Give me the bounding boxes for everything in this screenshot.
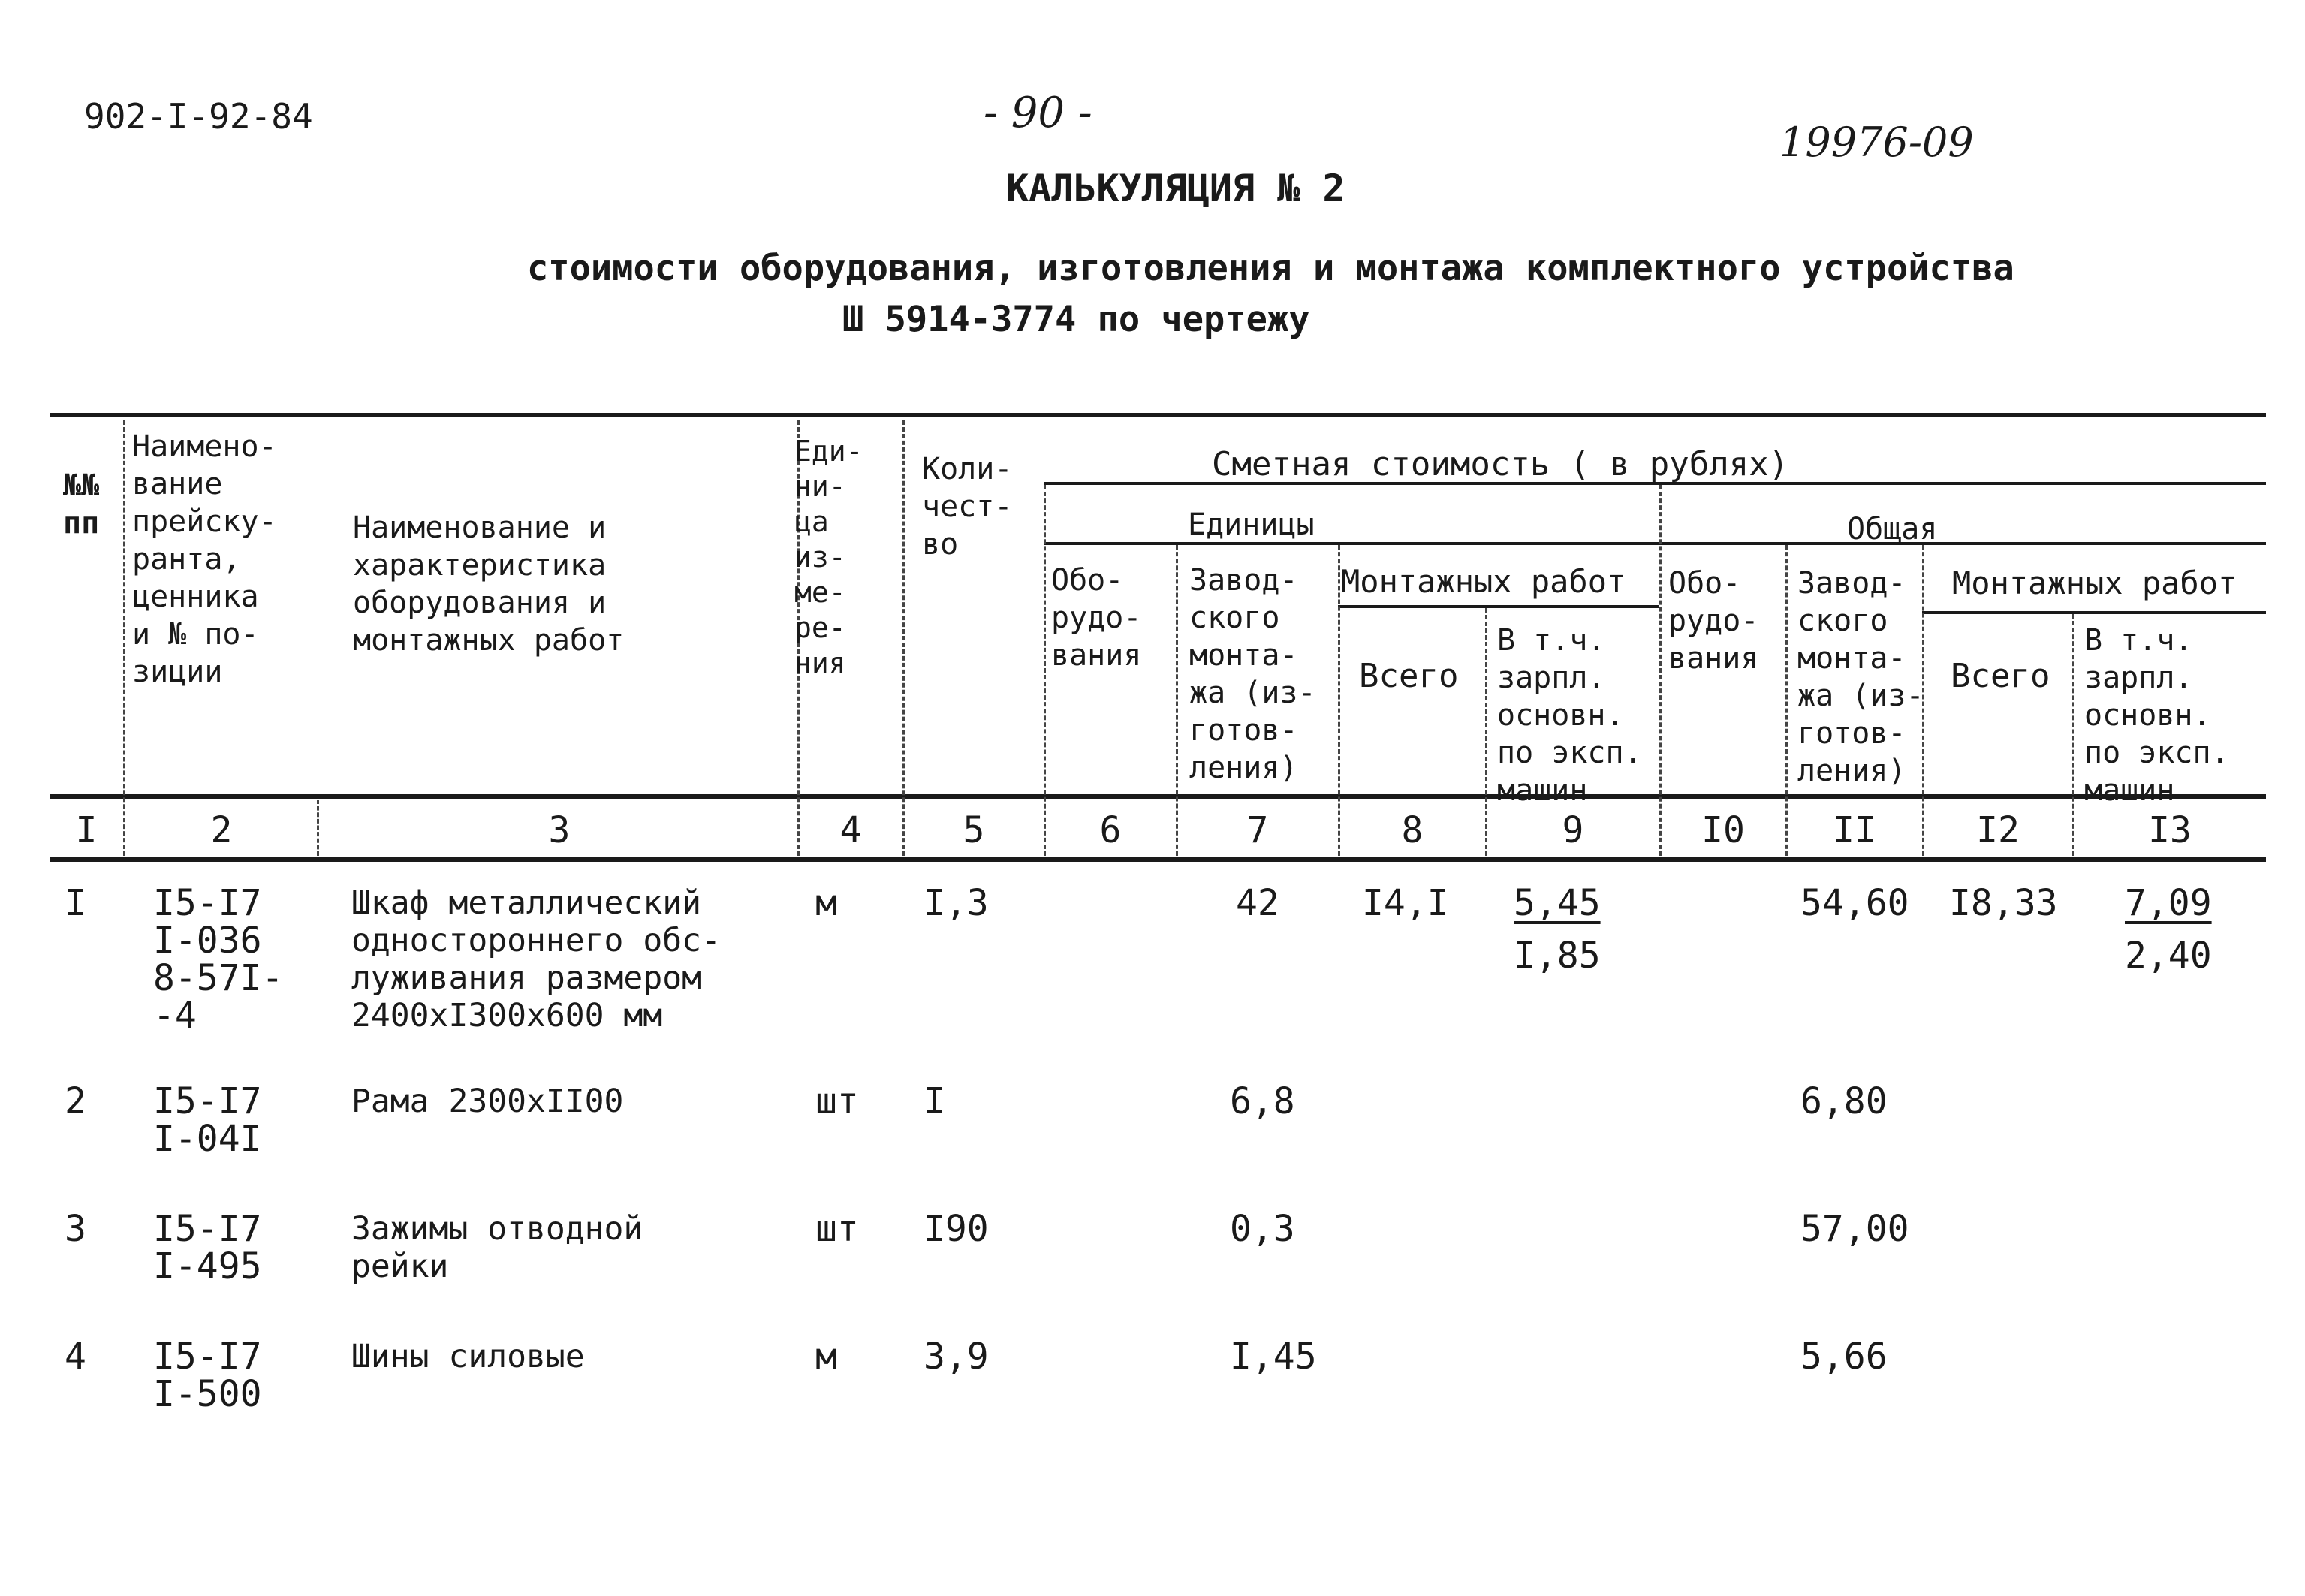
row-total-install-wage-top: 7,09 <box>2125 882 2212 924</box>
column-number: 7 <box>1246 809 1269 851</box>
document-subtitle-line2: Ш 5914-3774 по чертежу <box>842 299 1310 340</box>
row-unit-install-wage-bottom: I,85 <box>1514 935 1601 977</box>
row-unit: м <box>815 882 837 924</box>
column-number: I0 <box>1701 809 1745 851</box>
row-unit-factory: I,45 <box>1230 1336 1317 1378</box>
column-number: I3 <box>2148 809 2192 851</box>
header-unit-install-wages: В т.ч. зарпл. основн. по эксп. машин <box>1497 623 1642 808</box>
column-number: I <box>75 809 98 851</box>
row-pricelist-code: I5-I7 I-500 <box>153 1336 262 1415</box>
column-number: 3 <box>548 809 571 851</box>
row-item-name: Зажимы отводной рейки <box>351 1210 643 1285</box>
row-total-install-total: I8,33 <box>1949 882 2058 924</box>
header-row-number: №№ пп <box>63 468 100 541</box>
header-per-unit: Единицы <box>1188 507 1315 542</box>
row-pricelist-code: I5-I7 I-495 <box>153 1208 262 1287</box>
header-total-installation: Монтажных работ <box>1952 565 2237 601</box>
column-divider <box>1338 545 1340 856</box>
row-total-factory: 6,80 <box>1800 1080 1888 1122</box>
rule-under-installation-unit <box>1338 605 1659 608</box>
column-number: 9 <box>1562 809 1584 851</box>
header-total-install-wages: В т.ч. зарпл. основн. по эксп. машин <box>2084 623 2229 808</box>
document-subtitle-line1: стоимости оборудования, изготовления и монтажа комплектного устройства <box>527 248 2014 289</box>
column-number: II <box>1833 809 1876 851</box>
column-number: 5 <box>963 809 985 851</box>
header-total-equipment: Обо- рудо- вания <box>1668 566 1759 676</box>
column-divider <box>1485 608 1487 856</box>
page-number: - 90 - <box>984 89 1092 137</box>
row-item-name: Рама 2300xII00 <box>351 1083 624 1120</box>
row-quantity: I <box>924 1080 945 1122</box>
row-unit: м <box>815 1336 837 1378</box>
header-total-install-total: Всего <box>1951 657 2050 695</box>
row-unit-factory: 6,8 <box>1230 1080 1295 1122</box>
inventory-number: 19976-09 <box>1779 119 1974 166</box>
column-divider <box>1785 545 1788 856</box>
row-unit-install-total: I4,I <box>1362 882 1449 924</box>
row-number: 3 <box>65 1208 86 1250</box>
rule-under-installation-total <box>1922 611 2266 614</box>
row-quantity: 3,9 <box>924 1336 989 1378</box>
row-total-factory: 5,66 <box>1800 1336 1888 1378</box>
header-total-factory-assembly: Завод- ского монта- жа (из- готов- ления) <box>1797 566 1924 788</box>
column-divider <box>1659 485 1662 856</box>
column-divider <box>123 420 125 856</box>
rule-header-bottom <box>50 794 2266 799</box>
row-total-install-wage-bottom: 2,40 <box>2125 935 2212 977</box>
row-pricelist-code: I5-I7 I-04I <box>153 1080 262 1160</box>
header-total: Общая <box>1847 512 1938 547</box>
header-pricelist-code: Наимено- вание прейску- ранта, ценника и № по- зиции <box>132 429 277 689</box>
row-quantity: I,3 <box>924 882 989 924</box>
column-divider <box>902 420 905 856</box>
header-unit-factory-assembly: Завод- ского монта- жа (из- готов- ления) <box>1189 563 1316 785</box>
column-divider <box>317 800 319 856</box>
row-pricelist-code: I5-I7 I-036 8-57I- -4 <box>153 882 284 1037</box>
column-number: I2 <box>1976 809 2020 851</box>
column-number: 6 <box>1099 809 1122 851</box>
row-total-factory: 54,60 <box>1800 882 1909 924</box>
header-unit-installation: Монтажных работ <box>1341 563 1626 600</box>
header-unit-equipment: Обо- рудо- вания <box>1051 563 1142 673</box>
row-unit-factory: 0,3 <box>1230 1208 1295 1250</box>
rule-column-numbers-bottom <box>50 857 2266 862</box>
row-unit-factory: 42 <box>1236 882 1279 924</box>
header-estimated-cost: Сметная стоимость ( в рублях) <box>1212 445 1789 483</box>
row-unit: шт <box>815 1080 859 1122</box>
row-item-name: Шины силовые <box>351 1338 585 1375</box>
row-number: 2 <box>65 1080 86 1122</box>
row-quantity: I90 <box>924 1208 989 1250</box>
row-unit: шт <box>815 1208 859 1250</box>
header-quantity: Коли- чест- во <box>922 452 1013 562</box>
row-number: 4 <box>65 1336 86 1378</box>
row-number: I <box>65 882 86 924</box>
header-unit-install-total: Всего <box>1359 657 1459 695</box>
column-number: 2 <box>210 809 233 851</box>
doc-code: 902-I-92-84 <box>84 96 313 137</box>
header-unit: Еди- ни- ца из- ме- ре- ния <box>794 435 863 679</box>
document-title: КАЛЬКУЛЯЦИЯ № 2 <box>1006 167 1345 210</box>
column-divider <box>2072 614 2074 856</box>
header-item-name: Наименование и характеристика оборудования и монтажных работ <box>353 510 625 658</box>
table-top-rule <box>50 413 2266 417</box>
column-number: 8 <box>1401 809 1424 851</box>
column-divider <box>1044 485 1046 856</box>
column-divider <box>1176 545 1178 856</box>
column-number: 4 <box>839 809 862 851</box>
row-total-factory: 57,00 <box>1800 1208 1909 1250</box>
row-unit-install-wage-top: 5,45 <box>1514 882 1601 924</box>
row-item-name: Шкаф металлический одностороннего обс- луживания размером 2400xI300x600 мм <box>351 884 721 1034</box>
